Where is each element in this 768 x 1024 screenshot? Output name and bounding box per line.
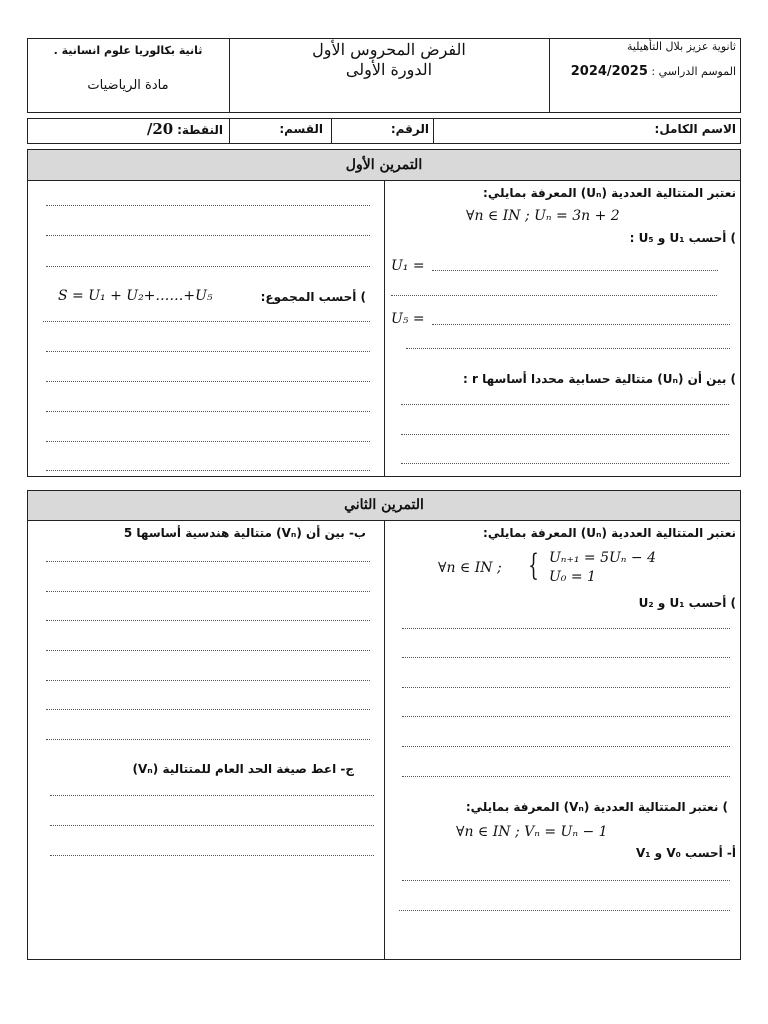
answer-line[interactable] — [46, 739, 370, 740]
id-div-3 — [433, 118, 434, 144]
season-label: الموسم الدراسي : — [651, 65, 736, 78]
answer-line[interactable] — [46, 205, 370, 206]
subject: مادة الرياضيات — [87, 78, 169, 93]
answer-line[interactable] — [50, 825, 374, 826]
ex2-q2b: ب- بين أن (Vₙ) متتالية هندسية أساسها 5 — [123, 526, 366, 540]
season — [571, 64, 736, 79]
answer-line[interactable] — [46, 266, 370, 267]
answer-line[interactable] — [432, 324, 730, 325]
ex2-rec2: U₀ = 1 — [549, 569, 596, 585]
id-div-1 — [229, 118, 230, 144]
exercise-1-column-divider — [384, 181, 385, 477]
answer-line[interactable] — [46, 235, 370, 236]
level: ثانية بكالوريا علوم انسانية . — [53, 44, 203, 57]
answer-line[interactable] — [43, 321, 370, 322]
answer-line[interactable] — [50, 855, 374, 856]
ex2-forall: ∀n ∈ IN ; — [438, 560, 502, 576]
answer-line[interactable] — [46, 709, 370, 710]
answer-line[interactable] — [46, 441, 370, 442]
answer-line[interactable] — [391, 295, 717, 296]
answer-line[interactable] — [406, 348, 730, 349]
class-label: القسم: — [279, 122, 323, 136]
answer-line[interactable] — [402, 776, 730, 777]
ex2-q2-def: ∀n ∈ IN ; Vₙ = Uₙ − 1 — [456, 824, 608, 840]
answer-line[interactable] — [46, 381, 370, 382]
ex2-q2c: ج- اعط صيغة الحد العام للمتتالية (Vₙ) — [132, 762, 354, 776]
answer-line[interactable] — [432, 270, 718, 271]
ex1-definition: ∀n ∈ IN ; Uₙ = 3n + 2 — [466, 208, 620, 224]
ex1-q2: ) بين أن (Uₙ) متتالية حسابية محددا أساسها r : — [463, 372, 736, 386]
name-label: الاسم الكامل: — [654, 122, 736, 136]
answer-line[interactable] — [46, 411, 370, 412]
answer-line[interactable] — [401, 404, 729, 405]
answer-line[interactable] — [402, 657, 730, 658]
identity-row — [27, 118, 741, 144]
answer-line[interactable] — [46, 561, 370, 562]
answer-line[interactable] — [402, 687, 730, 688]
exercise-2-column-divider — [384, 521, 385, 960]
answer-line[interactable] — [46, 351, 370, 352]
exercise-1-title: التمرين الأول — [345, 157, 423, 173]
answer-line[interactable] — [401, 434, 729, 435]
header-divider-2 — [549, 38, 550, 113]
ex1-q3-formula: S = U₁ + U₂+……+U₅ — [58, 288, 213, 304]
ex2-q1: ) أحسب U₁ و U₂ — [638, 596, 736, 610]
ex2-brace: { — [528, 548, 539, 583]
answer-line[interactable] — [46, 470, 370, 471]
season-value: 2024/2025 — [570, 64, 648, 79]
ex1-q3-label: ) أحسب المجموع: — [260, 290, 366, 304]
answer-line[interactable] — [46, 620, 370, 621]
score — [147, 120, 223, 138]
exercise-2-title: التمرين الثاني — [344, 497, 424, 513]
score-label: النقطة: — [177, 123, 223, 137]
ex1-intro: نعتبر المتتالية العددية (Uₙ) المعرفة بمايلي: — [483, 186, 736, 200]
answer-line[interactable] — [46, 591, 370, 592]
ex2-rec1: Uₙ₊₁ = 5Uₙ − 4 — [549, 550, 657, 566]
answer-line[interactable] — [46, 680, 370, 681]
score-value: 20/ — [146, 120, 174, 138]
answer-line[interactable] — [402, 716, 730, 717]
answer-line[interactable] — [402, 880, 730, 881]
ex2-intro: نعتبر المتتالية العددية (Uₙ) المعرفة بمايلي: — [483, 526, 736, 540]
ex2-q2a: أ- أحسب V₀ و V₁ — [635, 846, 736, 860]
ex2-q2-intro: ) نعتبر المتتالية العددية (Vₙ) المعرفة بمايلي: — [465, 800, 728, 814]
number-label: الرقم: — [390, 122, 429, 136]
answer-line[interactable] — [399, 910, 730, 911]
id-div-2 — [331, 118, 332, 144]
answer-line[interactable] — [46, 650, 370, 651]
ex1-q1: ) أحسب U₁ و U₅ : — [629, 231, 736, 245]
answer-line[interactable] — [50, 795, 374, 796]
answer-line[interactable] — [402, 746, 730, 747]
answer-line[interactable] — [401, 463, 729, 464]
exam-round: الدورة الأولى — [345, 60, 433, 79]
school-name: ثانوية عزيز بلال التأهيلية — [626, 40, 736, 53]
ex1-u5-label: U₅ = — [391, 311, 425, 327]
exam-title: الفرض المحروس الأول — [312, 40, 466, 59]
ex1-u1-label: U₁ = — [391, 258, 425, 274]
answer-line[interactable] — [402, 628, 730, 629]
